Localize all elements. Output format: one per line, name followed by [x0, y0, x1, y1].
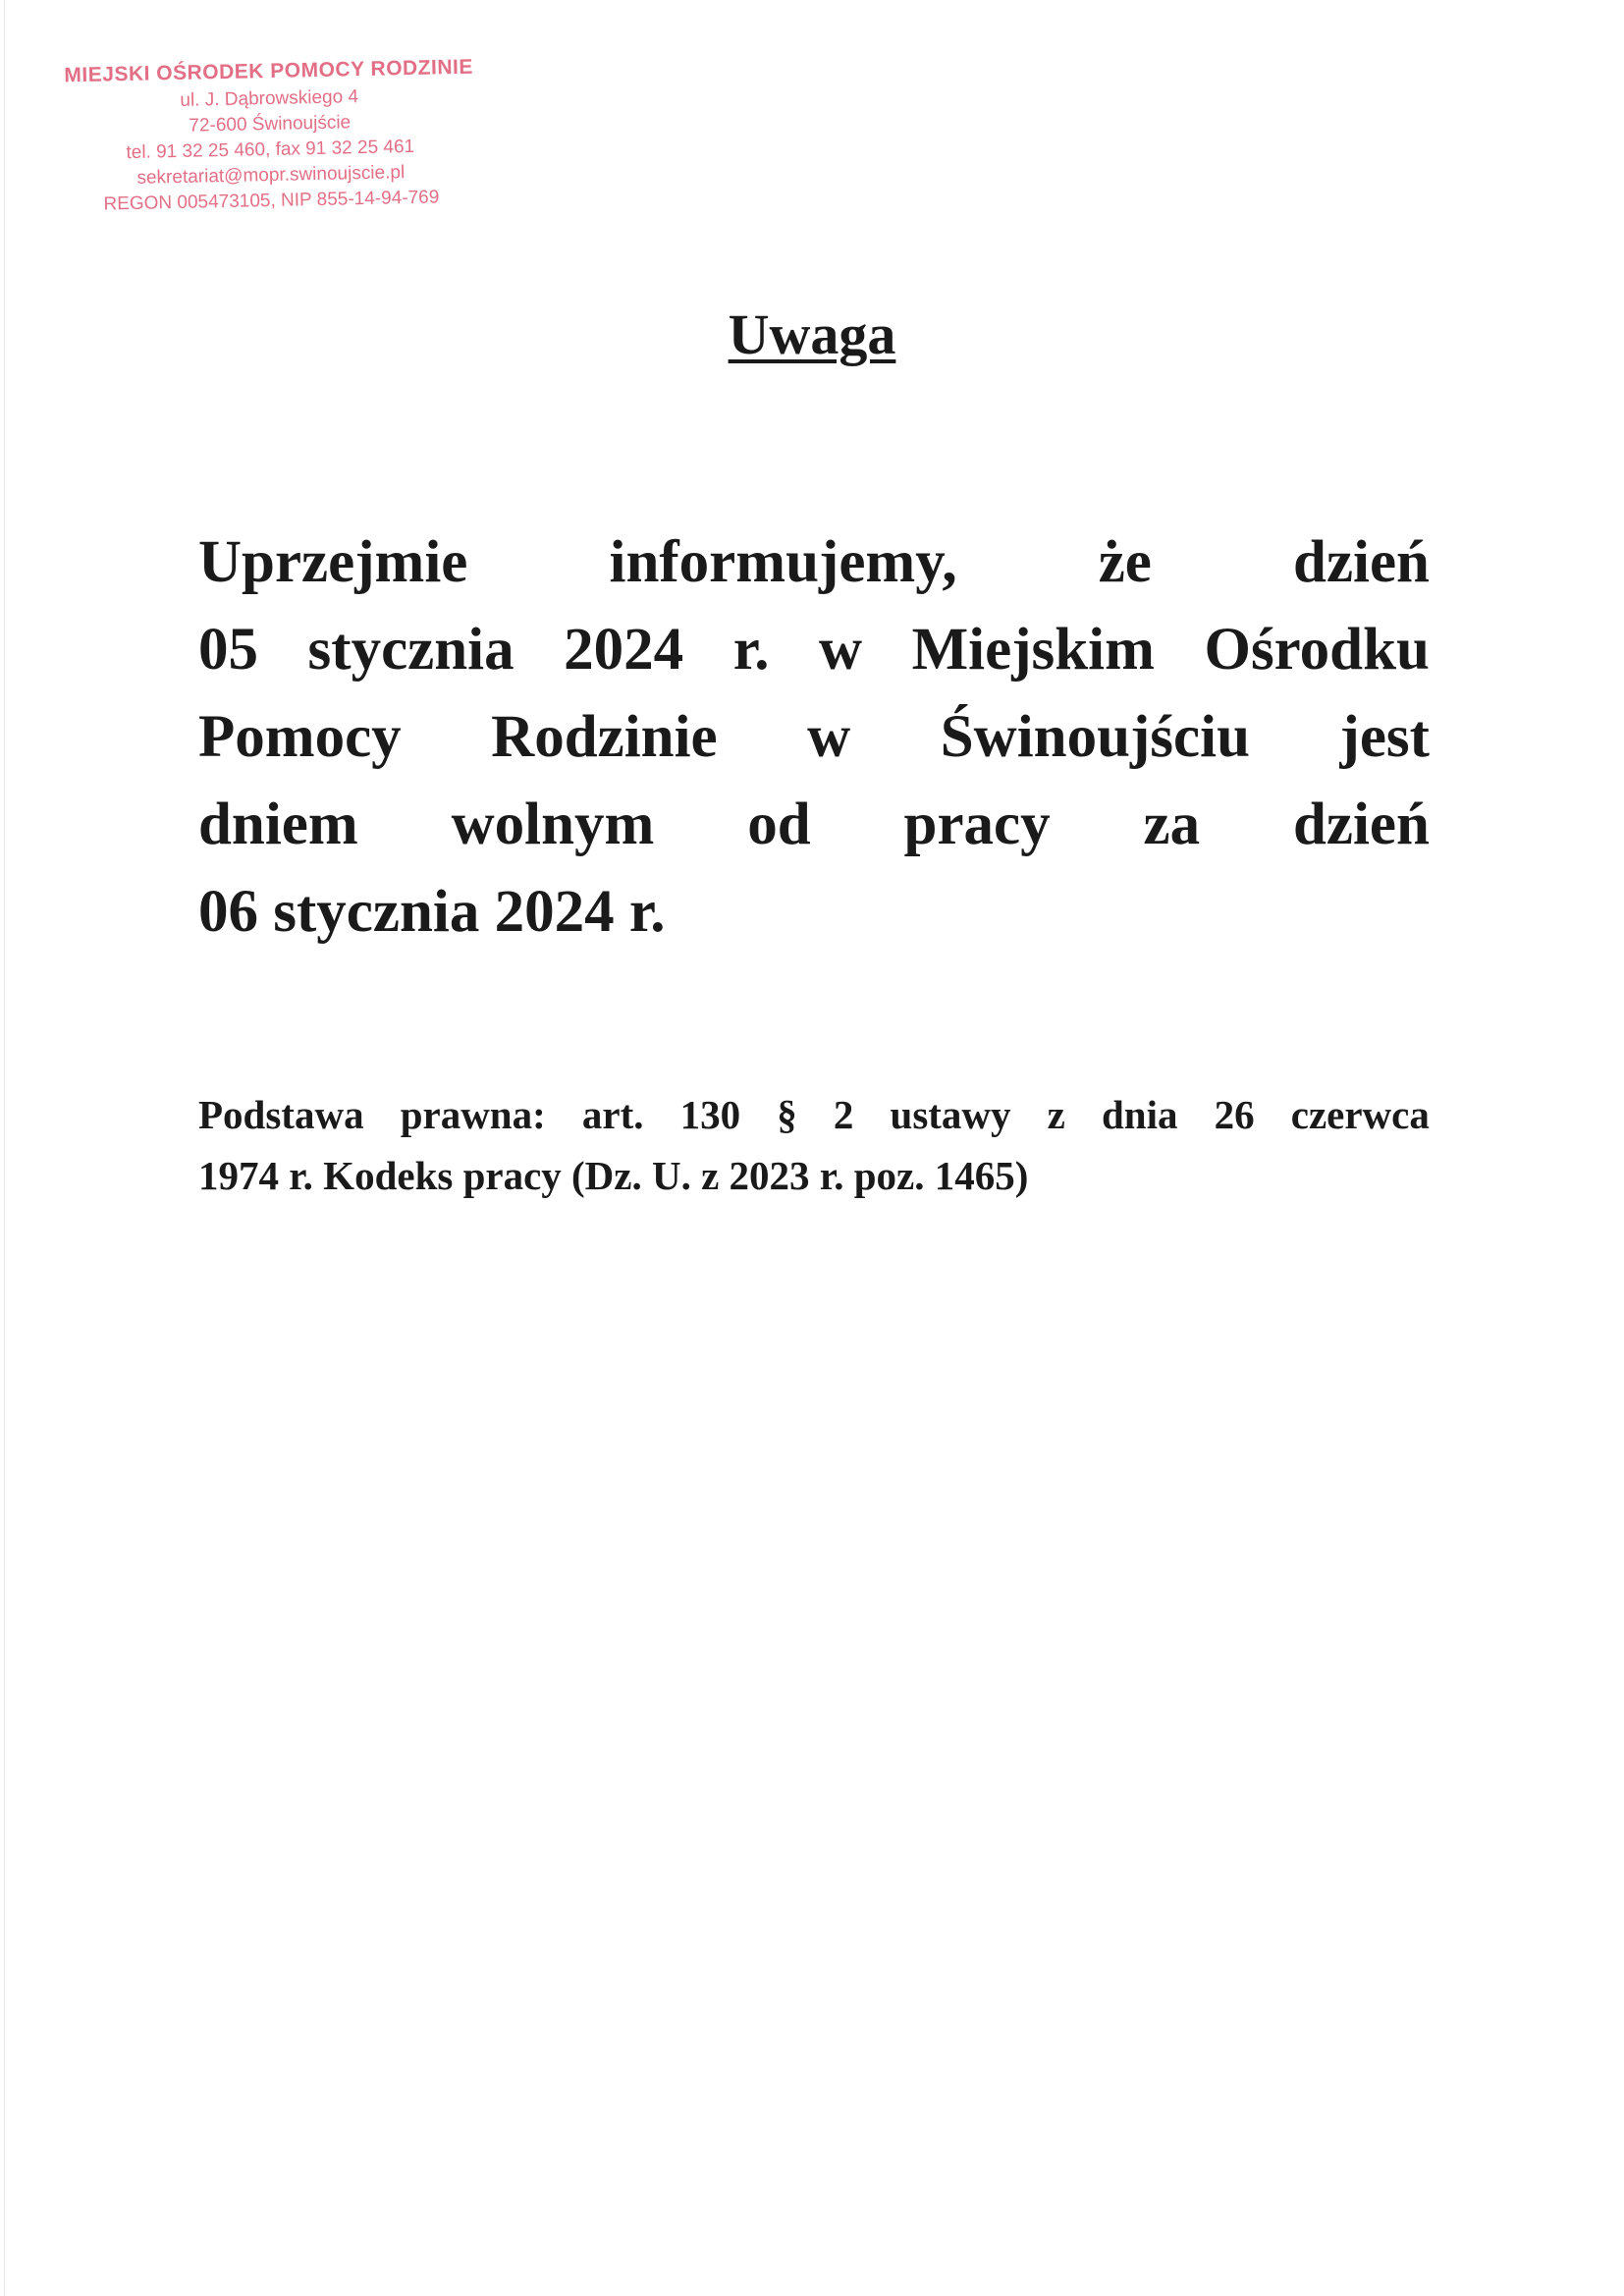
- notice-line-4: dniem wolnym od pracy za dzień: [198, 792, 1430, 857]
- organization-stamp: [37, 52, 502, 219]
- stamp-city: 72-600 Świnoujście: [189, 112, 352, 137]
- stamp-organization: MIEJSKI OŚRODEK POMOCY RODZINIE: [64, 55, 474, 87]
- stamp-phone: tel. 91 32 25 460, fax 91 32 25 461: [126, 136, 415, 164]
- legal-basis: [198, 1084, 1430, 1206]
- legal-line-1: Podstawa prawna: art. 130 § 2 ustawy z dnia 26 czerwca: [198, 1092, 1430, 1137]
- legal-line-2: 1974 r. Kodeks pracy (Dz. U. z 2023 r. poz. 1465): [198, 1153, 1029, 1198]
- stamp-street: ul. J. Dąbrowskiego 4: [180, 86, 359, 111]
- notice-line-5: 06 stycznia 2024 r.: [198, 879, 666, 945]
- title-text: Uwaga: [728, 302, 896, 366]
- notice-line-3: Pomocy Rodzinie w Świnoujściu jest: [198, 704, 1430, 770]
- notice-paragraph: [198, 519, 1430, 956]
- notice-line-2: 05 stycznia 2024 r. w Miejskim Ośrodku: [198, 617, 1430, 683]
- notice-line-1: Uprzejmie informujemy, że dzień: [198, 529, 1430, 595]
- stamp-ids: REGON 005473105, NIP 855-14-94-769: [103, 187, 440, 215]
- page-title: [0, 301, 1624, 369]
- stamp-email: sekretariat@mopr.swinoujscie.pl: [136, 162, 406, 189]
